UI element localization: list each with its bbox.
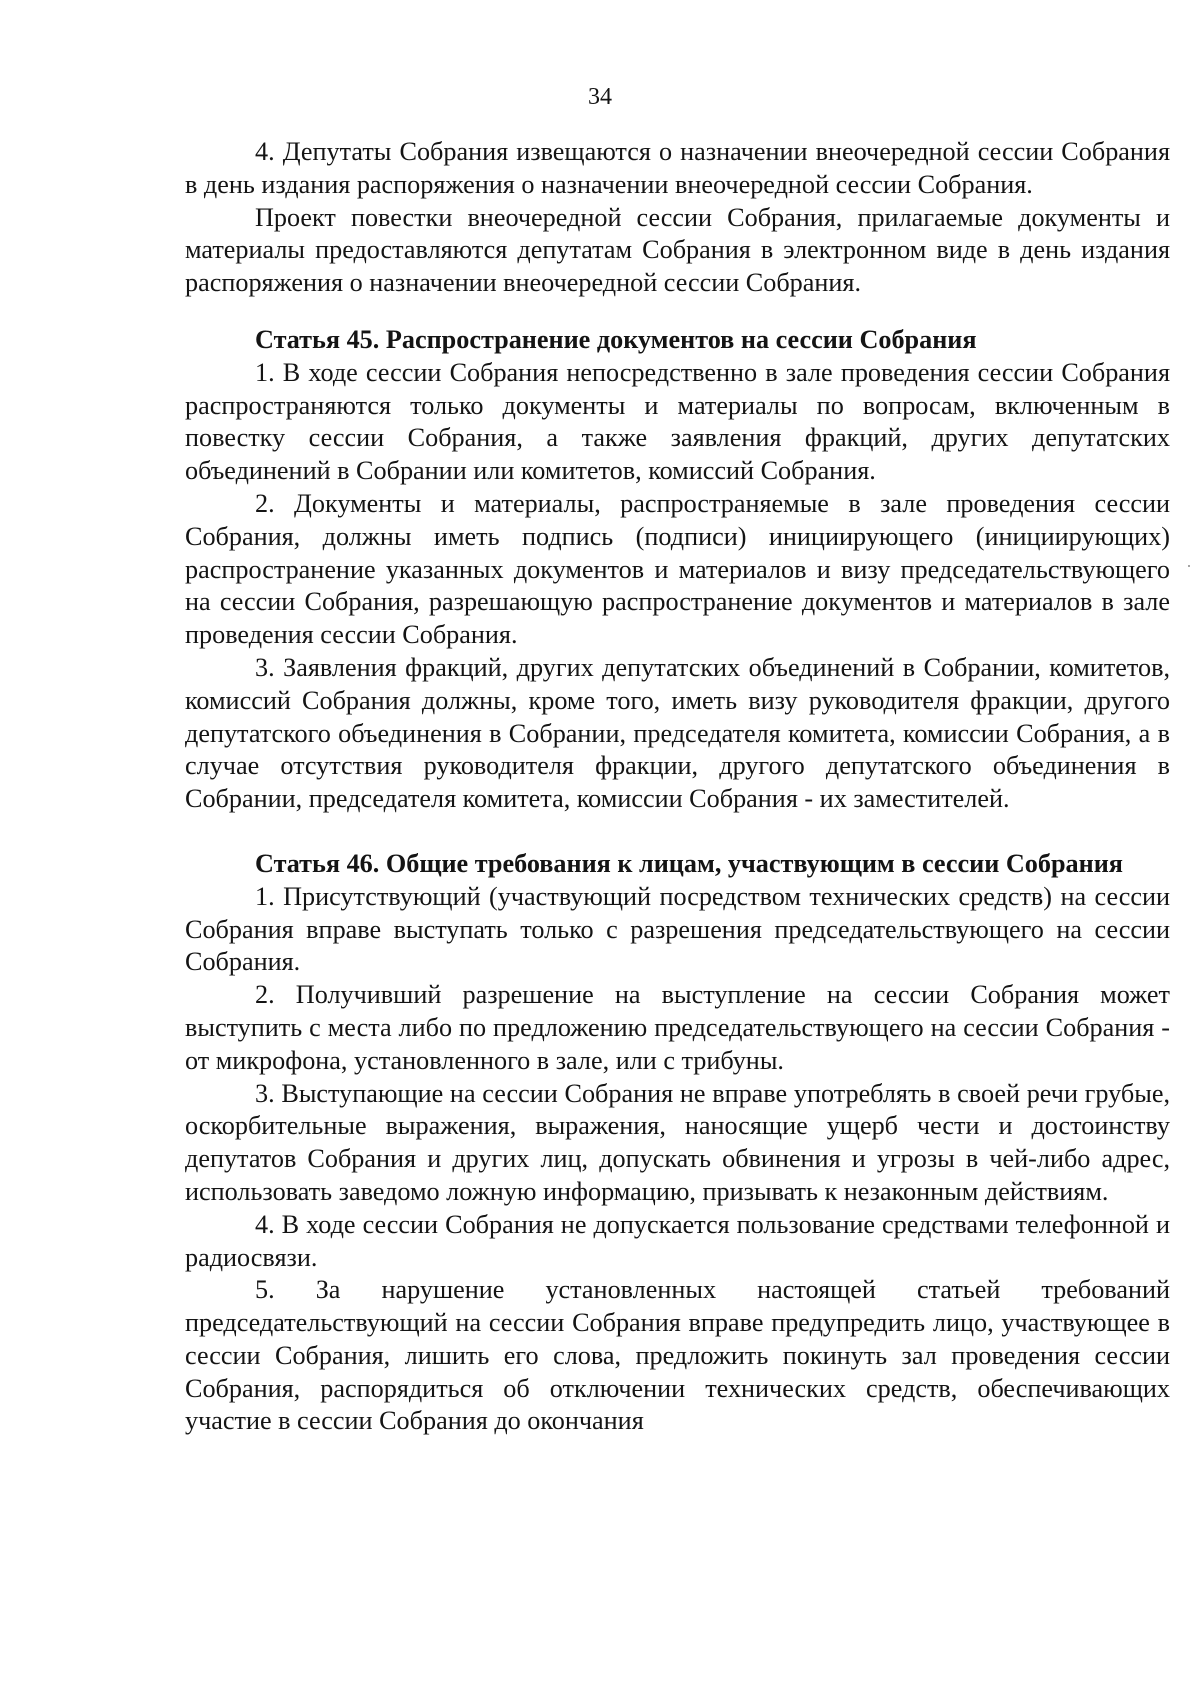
article-46-paragraph-5: 5. За нарушение установленных настоящей статьей требований председательствующий на сессии Собрания вправе предупредить лицо, участвующее в сессии Собрания, лишить его слова, предложить покинуть зал проведения сессии Собрания, распорядиться об отключении технических средств, обеспечивающих участие в сессии Собрания до окончания: [185, 1275, 1170, 1436]
article-46-paragraph-2: 2. Получивший разрешение на выступление на сессии Собрания может выступить с места либо по предложению председательствующего на сессии Собрания - от микрофона, установленного в зале, или с трибуны.: [185, 980, 1170, 1075]
document-body: [185, 136, 1170, 1438]
article-46-paragraph-4: 4. В ходе сессии Собрания не допускается пользование средствами телефонной и радиосвязи.: [185, 1209, 1170, 1272]
article-46-paragraph-1: 1. Присутствующий (участвующий посредством технических средств) на сессии Собрания вправе выступать только с разрешения председательствующего на сессии Собрания.: [185, 881, 1170, 977]
article-46-paragraph-3: 3. Выступающие на сессии Собрания не вправе употреблять в своей речи грубые, оскорбительные выражения, выражения, наносящие ущерб чести и достоинству депутатов Собрания и других лиц, допускать обвинения и угрозы в чей-либо адрес, использовать заведомо ложную информацию, призывать к незаконным действиям.: [185, 1078, 1170, 1206]
paragraph-item-4: 4. Депутаты Собрания извещаются о назначении внеочередной сессии Собрания в день издания распоряжения о назначении внеочередной сессии Собрания.: [185, 137, 1170, 199]
article-46-heading: Статья 46. Общие требования к лицам, участвующим в сессии Собрания: [255, 848, 1123, 878]
article-45-heading: Статья 45. Распространение документов на сессии Собрания: [255, 324, 977, 354]
scan-speck: [1188, 565, 1190, 567]
article-45-paragraph-1: 1. В ходе сессии Собрания непосредственно в зале проведения сессии Собрания распространяются только документы и материалы по вопросам, включенным в повестку сессии Собрания, а также заявления фракций, других депутатских объединений в Собрании или комитетов, комиссий Собрания.: [185, 357, 1170, 486]
article-45-paragraph-2: 2. Документы и материалы, распространяемые в зале проведения сессии Собрания, должны иметь подпись (подписи) инициирующего (инициирующих) распространение указанных документов и материалов и визу председательствующего на сессии Собрания, разрешающую распространение документов и материалов в зале проведения сессии Собрания.: [185, 488, 1170, 650]
article-45-paragraph-3: 3. Заявления фракций, других депутатских объединений в Собрании, комитетов, комиссий Собрания должны, кроме того, иметь визу руководителя фракции, другого депутатского объединения в Собрании, председателя комитета, комиссии Собрания, а в случае отсутствия руководителя фракции, другого депутатского объединения в Собрании, председателя комитета, комиссии Собрания - их заместителей.: [185, 652, 1170, 814]
page-number: 34: [588, 84, 612, 110]
paragraph-agenda-project: Проект повестки внеочередной сессии Собрания, прилагаемые документы и материалы предоставляются депутатам Собрания в электронном виде в день издания распоряжения о назначении внеочередной сессии Собрания.: [185, 202, 1170, 298]
